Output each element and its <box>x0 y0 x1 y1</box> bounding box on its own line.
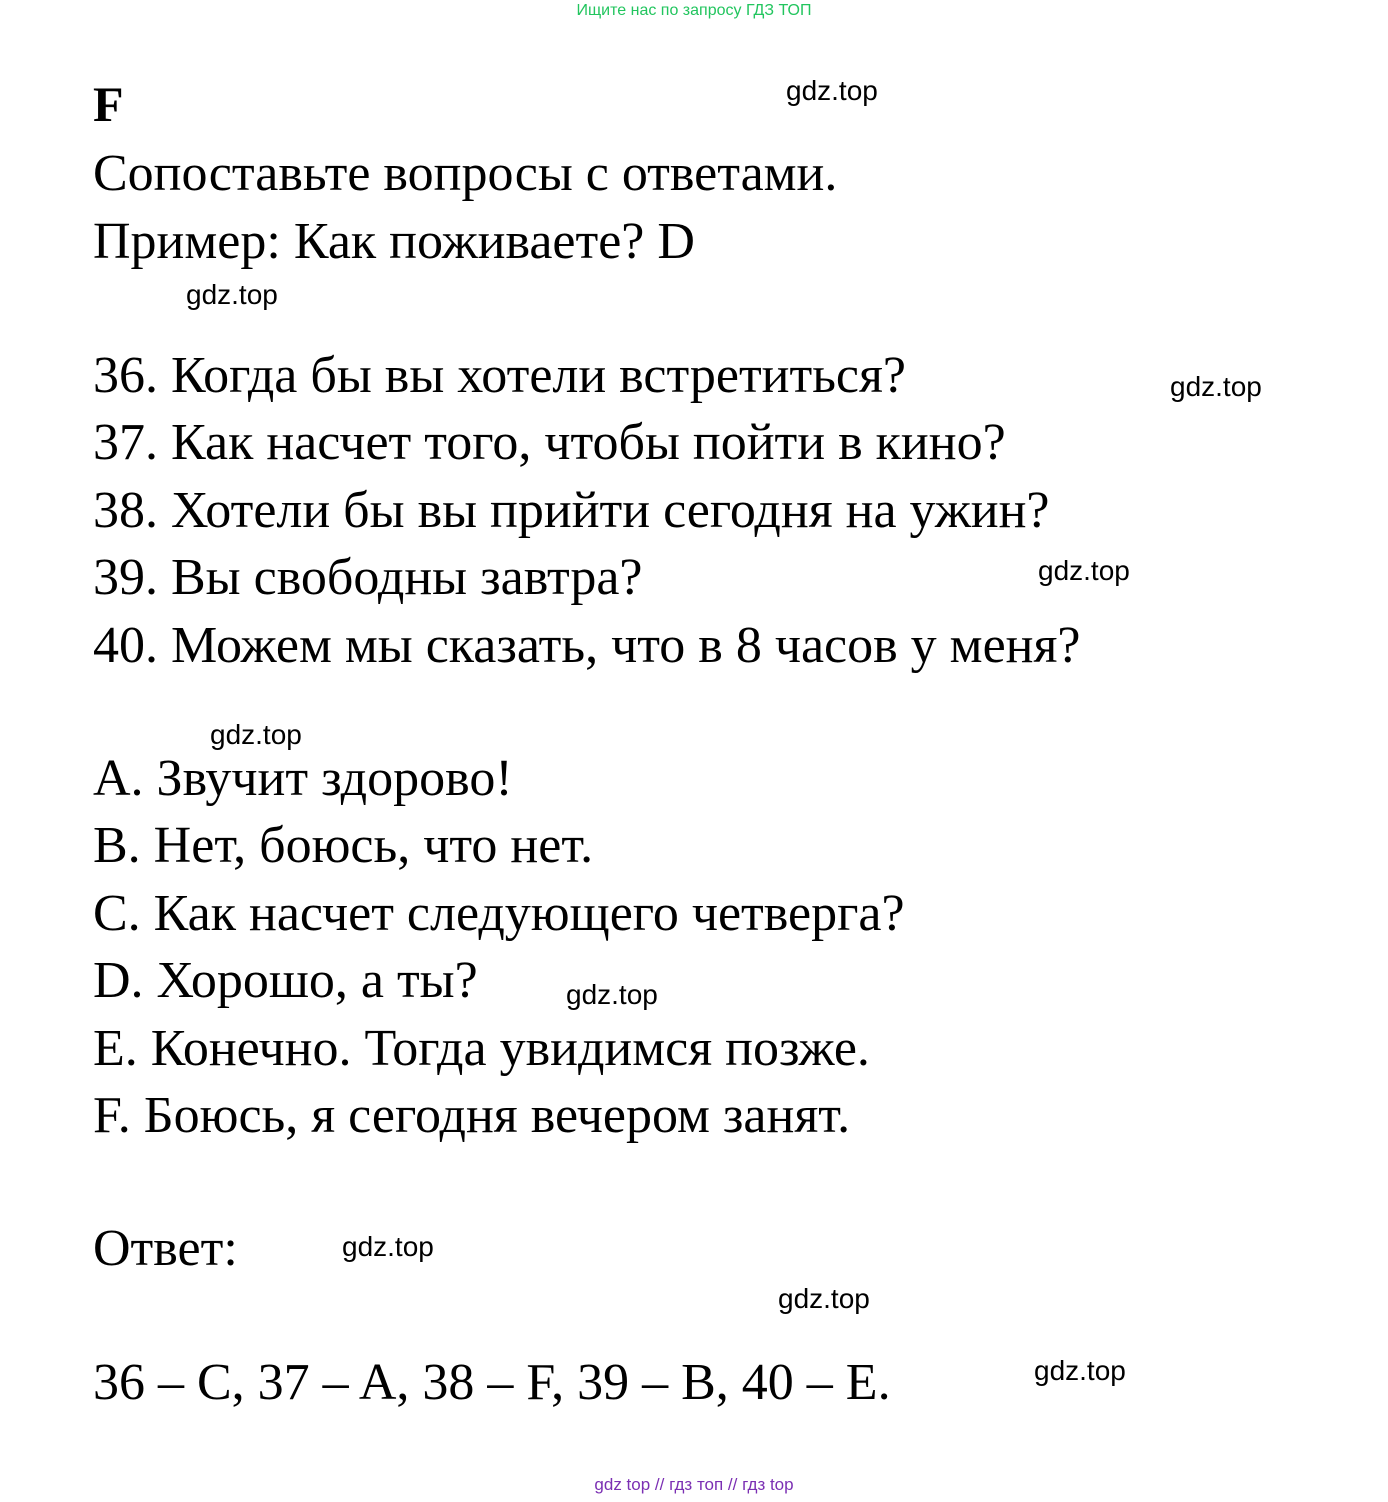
watermark: gdz.top <box>778 1283 870 1314</box>
watermark: gdz.top <box>1034 1355 1126 1386</box>
answer-e: E. Конечно. Тогда увидимся позже. <box>93 1020 870 1077</box>
question-39: 39. Вы свободны завтра? <box>93 549 643 606</box>
watermark: gdz.top <box>1170 371 1262 402</box>
answer-label: Ответ: <box>93 1220 238 1277</box>
watermark: gdz.top <box>786 75 878 106</box>
watermark: gdz.top <box>1038 555 1130 586</box>
watermark: gdz.top <box>342 1231 434 1262</box>
answer-a: A. Звучит здорово! <box>93 750 513 807</box>
footer-links: gdz top // гдз топ // гдз top <box>594 1475 794 1494</box>
question-40: 40. Можем мы сказать, что в 8 часов у меня? <box>93 617 1081 674</box>
section-letter: F <box>93 76 124 132</box>
watermark: gdz.top <box>566 979 658 1010</box>
answer-c: C. Как насчет следующего четверга? <box>93 885 905 942</box>
question-36: 36. Когда бы вы хотели встретиться? <box>93 347 907 404</box>
answer-key: 36 – C, 37 – A, 38 – F, 39 – B, 40 – E. <box>93 1354 891 1411</box>
instruction-text: Сопоставьте вопросы с ответами. <box>93 145 838 202</box>
question-38: 38. Хотели бы вы прийти сегодня на ужин? <box>93 482 1050 539</box>
question-37: 37. Как насчет того, чтобы пойти в кино? <box>93 414 1006 471</box>
example-text: Пример: Как поживаете? D <box>93 213 695 270</box>
answer-d: D. Хорошо, а ты? <box>93 952 478 1009</box>
top-banner: Ищите нас по запросу ГДЗ ТОП <box>576 2 812 19</box>
watermark: gdz.top <box>210 719 302 750</box>
watermark: gdz.top <box>186 279 278 310</box>
answer-f: F. Боюсь, я сегодня вечером занят. <box>93 1087 851 1144</box>
answer-b: B. Нет, боюсь, что нет. <box>93 817 594 874</box>
